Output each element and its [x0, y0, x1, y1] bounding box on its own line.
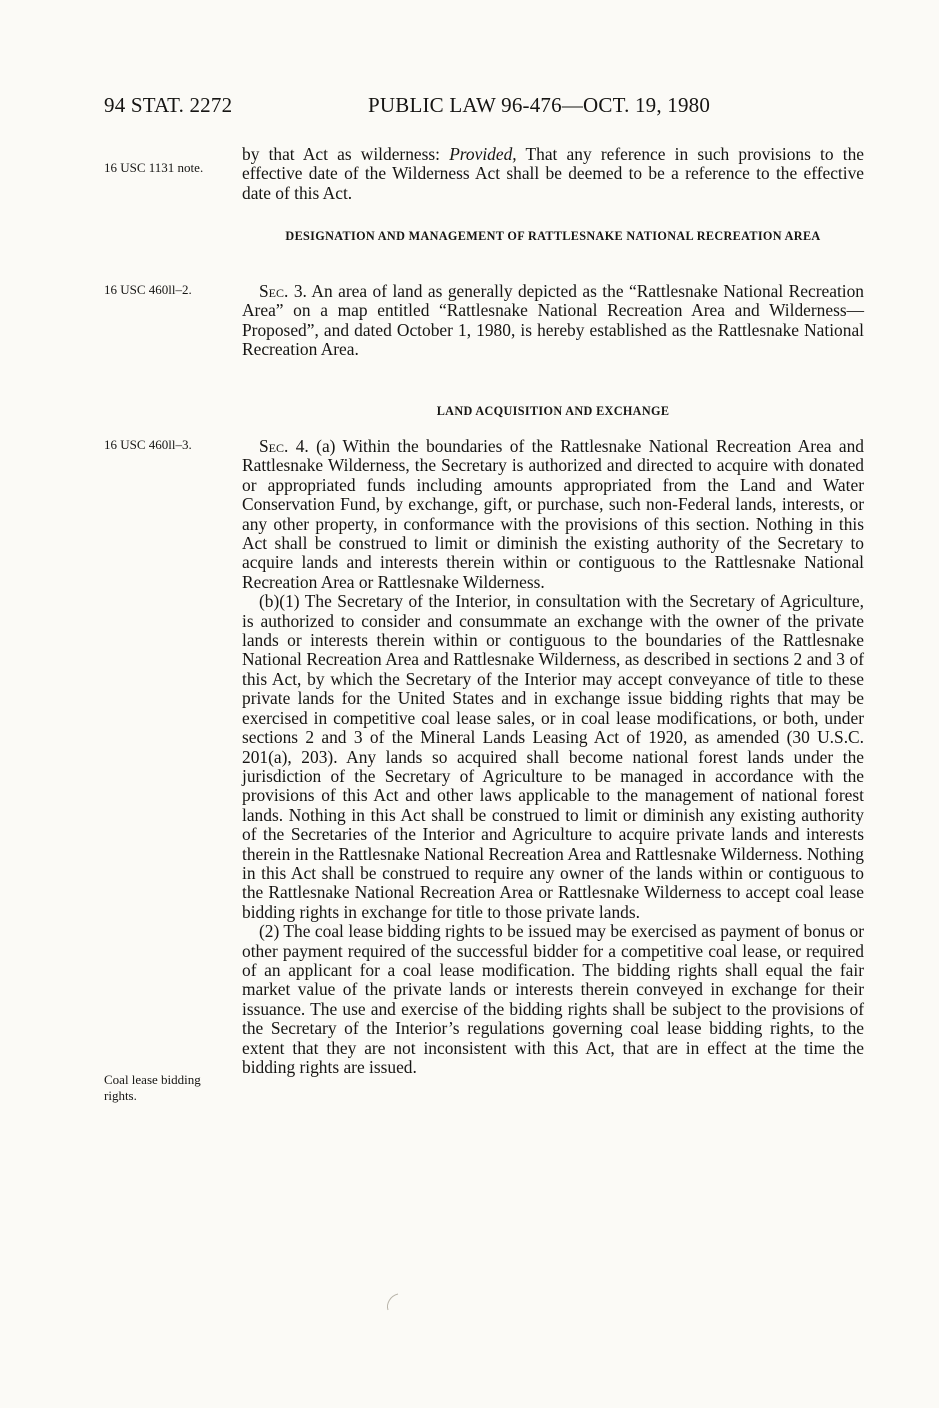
section-3-text: An area of land as generally depicted as the “Rattlesnake National Recreation Area” on a map entitled “Rattlesnake National Recreation Area and Wilderness—Proposed”, and dated October 1, 1980, is hereby established as the Rattlesnake National Recreation Area.: [242, 281, 865, 360]
public-law-title: PUBLIC LAW 96-476—OCT. 19, 1980: [368, 93, 711, 117]
heading-land-acquisition: LAND ACQUISITION AND EXCHANGE: [436, 404, 670, 418]
section-4-paragraph-b1: (b)(1) The Secretary of the Interior, in consultation with the Secretary of Agriculture, is authorized to consider and consummate an exchange with the owner of the private lands or interests therein within or contiguous to the boundaries of the Rattlesnake National Recreation Area and Rattlesnake Wilderness, as described in sections 2 and 3 of this Act, by which the Secretary of the Interior may accept conveyance of title to these private lands for the United States and in exchange issue bidding rights that may be exercised in competitive coal lease sales, or in coal lease modifications, or both, under sections 2 and 3 of the Mineral Lands Leasing Act of 1920, as amended (30 U.S.C. 201(a), 203). Any lands so acquired shall become national forest lands under the jurisdiction of the Secretary of Agriculture to be managed in accordance with the provisions of this Act and other laws applicable to the management of national forest lands. Nothing in this Act shall be construed to limit or diminish any existing authority of the Secretaries of the Interior and Agriculture to acquire private lands and interests therein in the Rattlesnake National Recreation Area and Rattlesnake Wilderness. Nothing in this Act shall be construed to require any owner of the lands within or contiguous to the Rattlesnake National Recreation Area or Rattlesnake Wilderness to accept coal lease bidding rights in exchange for title to those private lands.: [242, 591, 864, 922]
intro-provided: Provided,: [449, 144, 517, 164]
intro-paragraph: [242, 145, 864, 203]
intro-text: [242, 145, 864, 203]
margin-note-usc-460ll-2: 16 USC 460ll–2.: [104, 282, 192, 297]
margin-note-usc-460ll-3: 16 USC 460ll–3.: [104, 437, 192, 452]
section-3-label: Sec. 3.: [259, 281, 307, 301]
margin-note-coal-lease: Coal lease bidding rights.: [104, 1072, 201, 1103]
section-4: [242, 437, 864, 1077]
page-header: [104, 93, 844, 123]
section-3: [242, 282, 864, 360]
pen-mark-icon: [382, 1290, 404, 1312]
section-4-paragraph-b2: (2) The coal lease bidding rights to be issued may be exercised as payment of bonus or other payment required of the successful bidder for a competitive coal lease, or required of an applicant for a coal lease modification. The bidding rights shall equal the fair market value of the private lands or interests therein conveyed in exchange for their issuance. The use and exercise of the bidding rights shall be subject to the provisions of the Secretary of the Interior’s regulations governing coal lease bidding rights, to the extent that they are not inconsistent with this Act, that are in effect at the time the bidding rights are issued.: [242, 921, 864, 1077]
heading-designation: DESIGNATION AND MANAGEMENT OF RATTLESNAKE NATIONAL RECREATION AREA: [285, 229, 821, 243]
section-3-paragraph: [242, 282, 864, 360]
section-4-a-text: (a) Within the boundaries of the Rattlesnake National Recreation Area and Rattlesnake Wilderness, the Secretary is authorized and directed to acquire with donated or appropriated funds including amounts appropriated from the Land and Water Conservation Fund, by exchange, gift, or purchase, such non-Federal lands, interests, or any other property, in conformance with the provisions of this section. Nothing in this Act shall be construed to limit or diminish the existing authority of the Secretary to acquire lands and interests therein within or contiguous to the Rattlesnake National Recreation Area or Rattlesnake Wilderness.: [242, 436, 865, 592]
intro-rest: That any reference in such provisions to the effective date of the Wilderness Act shall be deemed to be a reference to the effective date of this Act.: [242, 144, 864, 203]
section-4-label: Sec. 4.: [259, 436, 309, 456]
stat-page-number: 94 STAT. 2272: [104, 93, 233, 117]
intro-lead: by that Act as wilderness:: [242, 144, 450, 164]
margin-note-usc-1131: 16 USC 1131 note.: [104, 160, 204, 175]
section-4-paragraph-a: [242, 437, 864, 592]
